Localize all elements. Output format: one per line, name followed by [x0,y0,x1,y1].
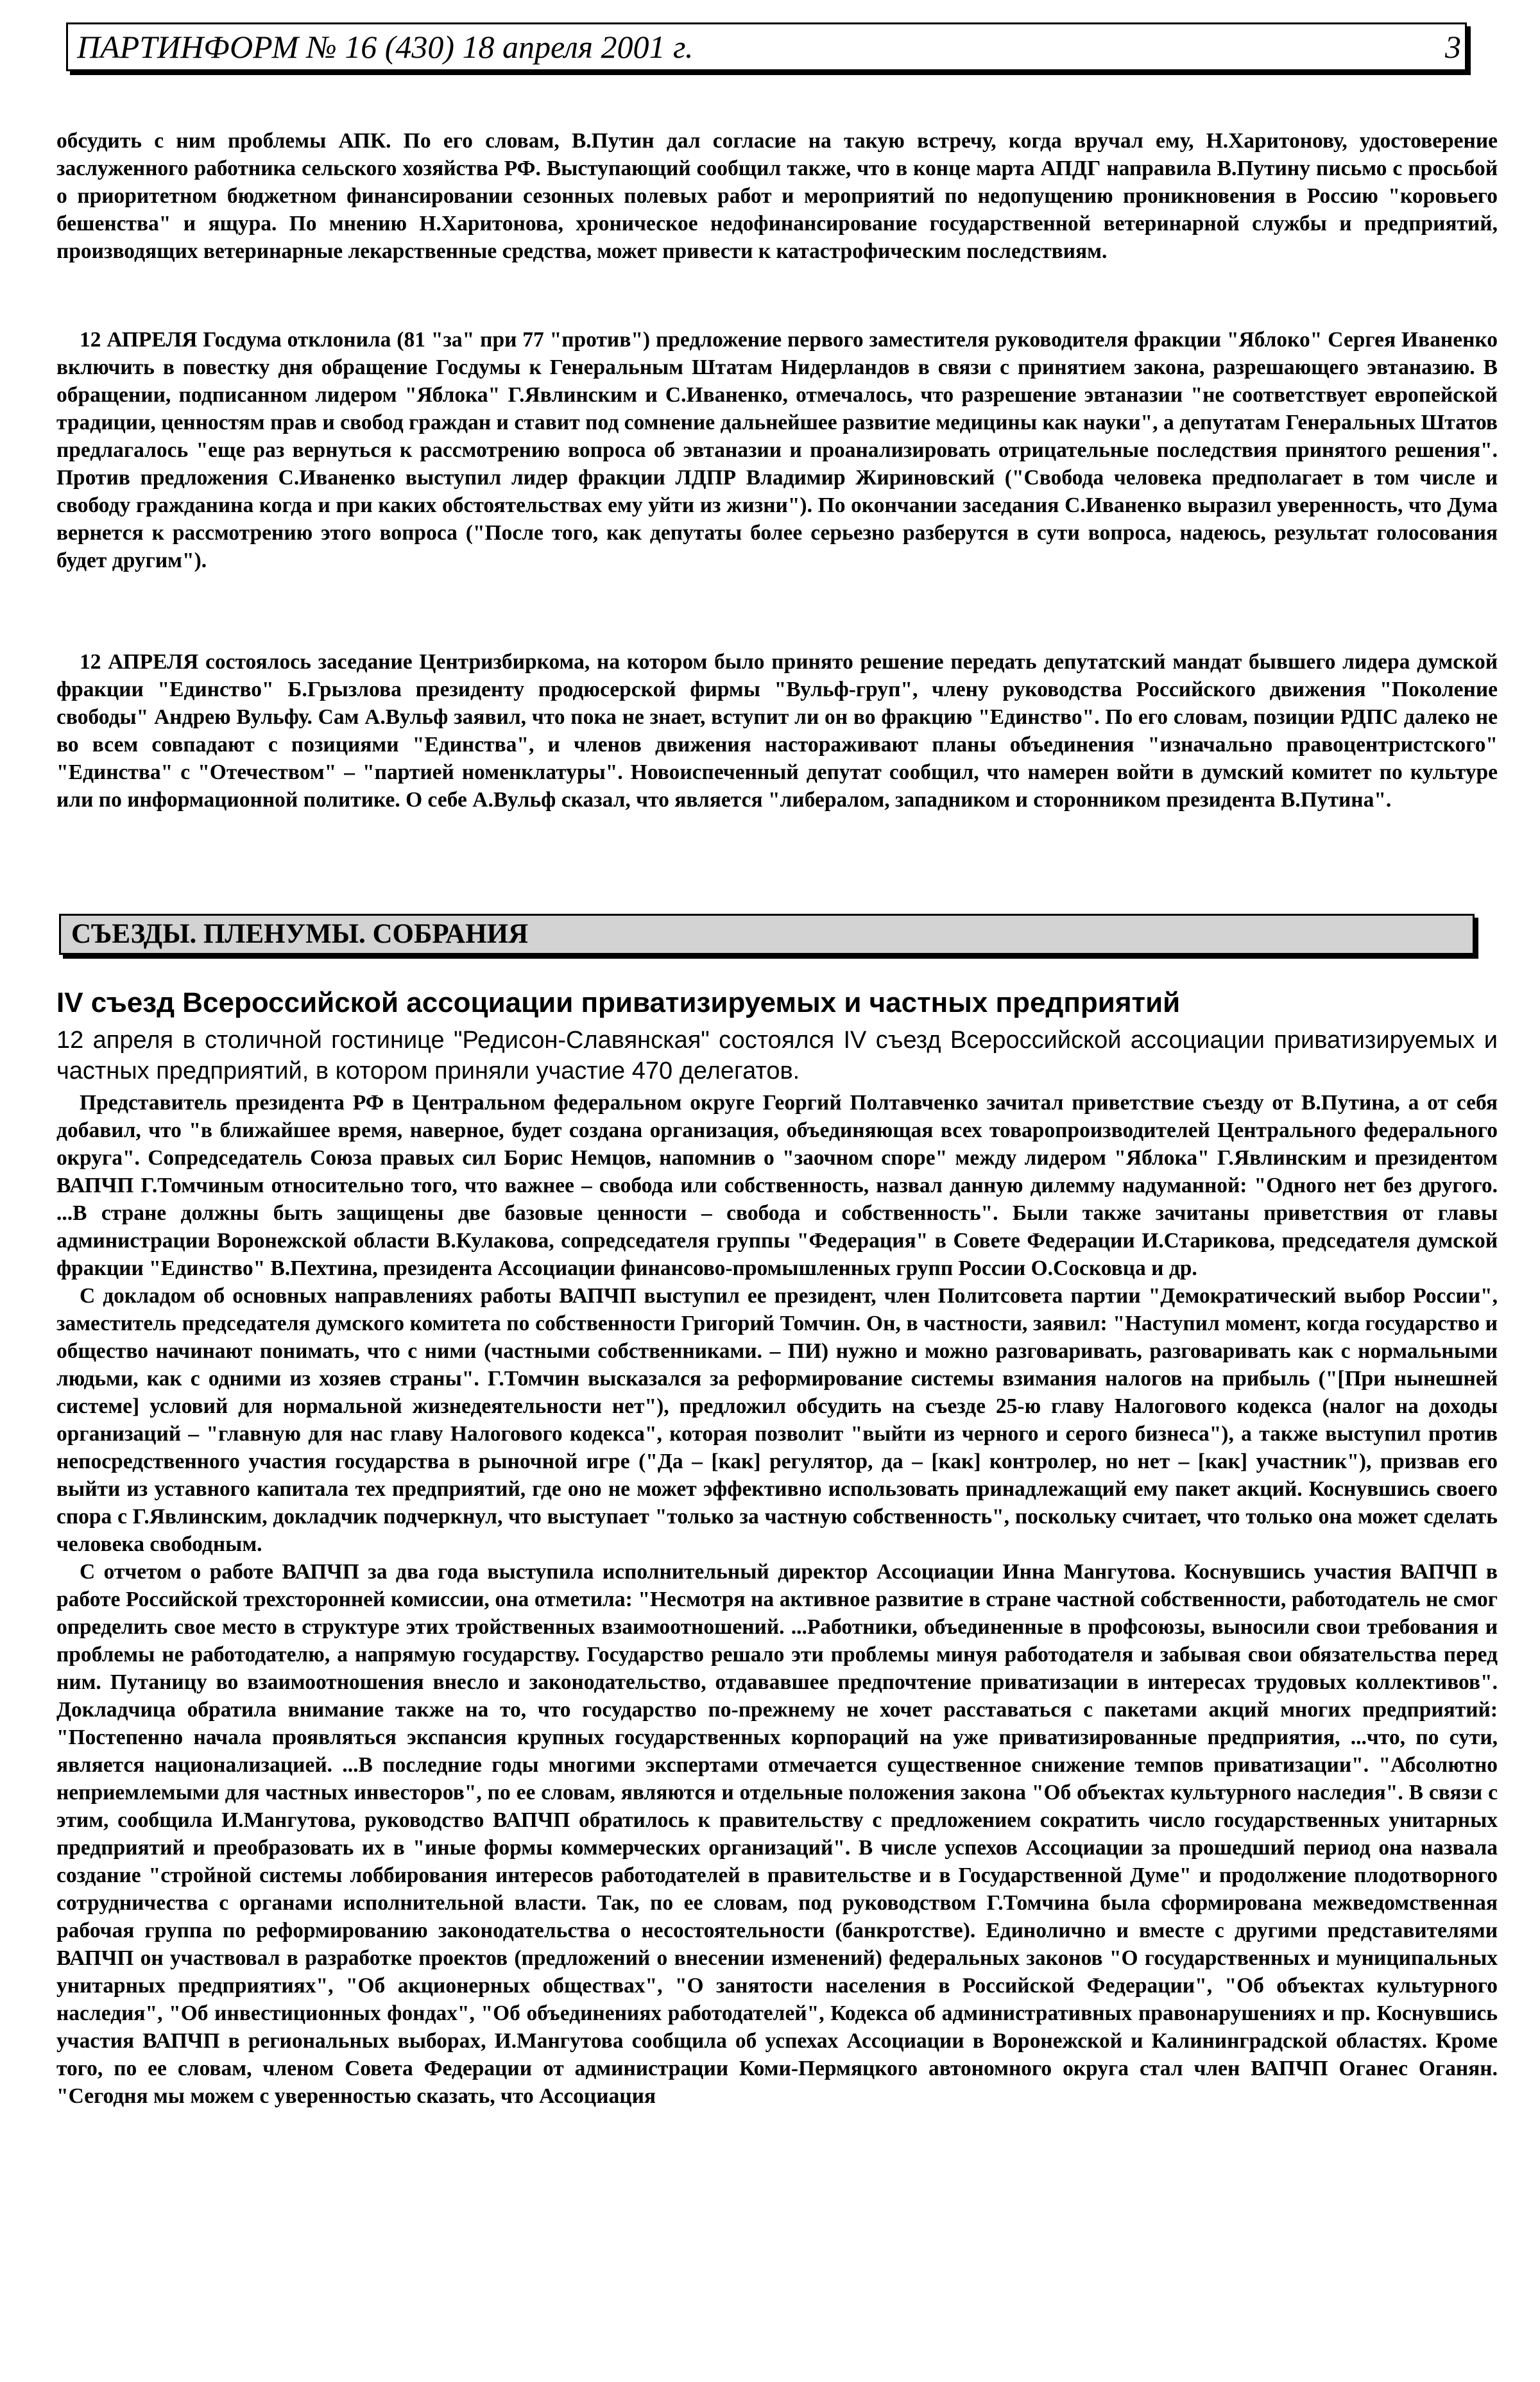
news-paragraph-continuation: обсудить с ним проблемы АПК. По его словам, В.Путин дал согласие на такую встречу, когда вручал ему, Н.Харитонову, удостоверение заслуженного работника сельского хозяйства РФ. Выступающий сообщил также, что в конце марта АПДГ направила В.Путину письмо с просьбой о приоритетном бюджетном финансировании сезонных полевых работ и мероприятий по недопущению проникновения в Россию "коровьего бешенства" и ящура. По мнению Н.Харитонова, хроническое недофинансирование государственной ветеринарной службы и предприятий, производящих ветеринарные лекарственные средства, может привести к катастрофическим последствиям. [56,129,1498,263]
article-lead: 12 апреля в столичной гостинице "Редисон-Славянская" состоялся IV съезд Всероссийской ассоциации приватизируемых и частных предприятий, в котором приняли участие 470 делегатов. [56,1027,1498,1084]
section-heading-bar [59,914,1475,955]
issue-title: ПАРТИНФОРМ № 16 (430) 18 апреля 2001 г. [77,29,694,65]
article-paragraph: С докладом об основных направлениях работы ВАПЧП выступил ее президент, член Политсовета партии "Демократический выбор России", заместитель председателя думского комитета по собственности Григорий Томчин. Он, в частности, заявил: "Наступил момент, когда государство и общество начинают понимать, что с ними (частными собственниками. – ПИ) нужно и можно разговаривать, разговаривать как с нормальными людьми, как с одними из хозяев страны". Г.Томчин высказался за реформирование системы взимания налогов на прибыль ("[При нынешней системе] условий для нормальной жизнедеятельности нет"), предложил обсудить на съезде 25-ю главу Налогового кодекса (налог на доходы организаций – "главную для нас главу Налогового кодекса", которая позволит "выйти из черного и серого бизнеса"), а также выступил против непосредственного участия государства в рыночной игре ("Да – [как] регулятор, да – [как] контролер, но нет – [как] участник"), призвав его выйти из уставного капитала тех предприятий, где оно не может эффективно использовать принадлежащий ему пакет акций. Коснувшись своего спора с Г.Явлинским, докладчик подчеркнул, что выступает "только за частную собственность", поскольку считает, что только она может сделать человека свободным. [56,1284,1498,1556]
article-paragraph: С отчетом о работе ВАПЧП за два года выступила исполнительный директор Ассоциации Инна Мангутова. Коснувшись участия ВАПЧП в работе Российской трехсторонней комиссии, она отметила: "Несмотря на активное развитие в стране частной собственности, работодатель не смог определить свое место в структуре этих тройственных взаимоотношений. ...Работники, объединенные в профсоюзы, выносили свои требования и проблемы не работодателю, а напрямую государству. Государство решало эти проблемы минуя работодателя и забывая свои обязательства перед ним. Путаницу во взаимоотношения внесло и законодательство, отдававшее предпочтение приватизации в интересах трудовых коллективов". Докладчица обратила внимание также на то, что государство по-прежнему не хочет расставаться с пакетами акций многих предприятий: "Постепенно начала проявляться экспансия крупных государственных корпораций на уже приватизированные предприятия, ...что, по сути, является национализацией. ...В последние годы многими экспертами отмечается существенное снижение темпов приватизации". "Абсолютно неприемлемыми для частных инвесторов", по ее словам, являются и отдельные положения закона "Об объектах культурного наследия". В связи с этим, сообщила И.Мангутова, руководство ВАПЧП обратилось к правительству с предложением сократить число государственных унитарных предприятий и преобразовать их в "иные формы коммерческих организаций". В числе успехов Ассоциации за прошедший период она назвала создание "стройной системы лоббирования интересов работодателей в правительстве и в Государственной Думе" и продолжение плодотворного сотрудничества с органами исполнительной власти. Так, по ее словам, под руководством Г.Томчина была сформирована межведомственная рабочая группа по реформированию законодательства о несостоятельности (банкротстве). Единолично и вместе с другими представителями ВАПЧП он участвовал в разработке проектов (предложений о внесении изменений) федеральных законов "О государственных и муниципальных унитарных предприятиях", "Об акционерных обществах", "О занятости населения в Российской Федерации", "Об объектах культурного наследия", "Об инвестиционных фондах", "Об объединениях работодателей", Кодекса об административных правонарушениях и пр. Коснувшись участия ВАПЧП в региональных выборах, И.Мангутова сообщила об успехах Ассоциации в Воронежской и Калининградской областях. Кроме того, по ее словам, членом Совета Федерации от администрации Коми-Пермяцкого автономного округа стал член ВАПЧП Оганес Оганян. "Сегодня мы можем с уверенностью сказать, что Ассоциация [56,1560,1498,2108]
article-body [56,1089,1498,2110]
news-paragraph-wulf: 12 АПРЕЛЯ состоялось заседание Центризбиркома, на котором было принято решение передать депутатский мандат бывшего лидера думской фракции "Единство" Б.Грызлова президенту продюсерской фирмы "Вульф-груп", члену руководства Российского движения "Поколение свободы" Андрею Вульфу. Сам А.Вульф заявил, что пока не знает, вступит ли он во фракцию "Единство". По его словам, позиции РДПС далеко не во всем совпадают с позициями "Единства", и членов движения настораживают планы объединения "изначально правоцентристского" "Единства" с "Отечеством" – "партией номенклатуры". Новоиспеченный депутат сообщил, что намерен войти в думский комитет по культуре или по информационной политике. О себе А.Вульф сказал, что является "либералом, западником и сторонником президента В.Путина". [56,650,1498,812]
page-number: 3 [1445,29,1461,65]
article-title: IV съезд Всероссийской ассоциации приватизируемых и частных предприятий [56,987,1181,1018]
news-paragraph-euthanasia: 12 АПРЕЛЯ Госдума отклонила (81 "за" при 77 "против") предложение первого заместителя руководителя фракции "Яблоко" Сергея Иваненко включить в повестку дня обращение Госдумы к Генеральным Штатам Нидерландов в связи с принятием закона, разрешающего эвтаназию. В обращении, подписанном лидером "Яблока" Г.Явлинским и С.Иваненко, отмечалось, что разрешение эвтаназии "не соответствует европейской традиции, ценностям прав и свобод граждан и ставит под сомнение дальнейшее развитие медицины как науки", а депутатам Генеральных Штатов предлагалось "еще раз вернуться к рассмотрению вопроса об эвтаназии и проанализировать отрицательные последствия принятого решения". Против предложения С.Иваненко выступил лидер фракции ЛДПР Владимир Жириновский ("Свобода человека предполагает в том числе и свободу гражданина когда и при каких обстоятельствах ему уйти из жизни"). По окончании заседания С.Иваненко выразил уверенность, что Дума вернется к рассмотрению этого вопроса ("После того, как депутаты более серьезно разберутся в сути вопроса, надеюсь, результат голосования будет другим"). [56,328,1498,572]
top-news-block [56,648,1498,814]
top-news-block [56,127,1498,265]
section-title: СЪЕЗДЫ. ПЛЕНУМЫ. СОБРАНИЯ [71,919,529,949]
article-paragraph: Представитель президента РФ в Центральном федеральном округе Георгий Полтавченко зачитал приветствие съезду от В.Путина, а от себя добавил, что "в ближайшее время, наверное, будет создана организация, объединяющая всех товаропроизводителей Центрального федерального округа". Сопредседатель Союза правых сил Борис Немцов, напомнив о "заочном споре" между лидером "Яблока" Г.Явлинским и президентом ВАПЧП Г.Томчиным относительно того, что важнее – свобода или собственность, назвал данную дилемму надуманной: "Одного нет без другого. ...В стране должны быть защищены две базовые ценности – свобода и собственность". Были также зачитаны приветствия от главы администрации Воронежской области В.Кулакова, сопредседателя группы "Федерация" в Совете Федерации И.Старикова, председателя думской фракции "Единство" В.Пехтина, президента Ассоциации финансово-промышленных групп России О.Сосковца и др. [56,1091,1498,1280]
page-header [66,22,1467,71]
top-news-block [56,326,1498,574]
